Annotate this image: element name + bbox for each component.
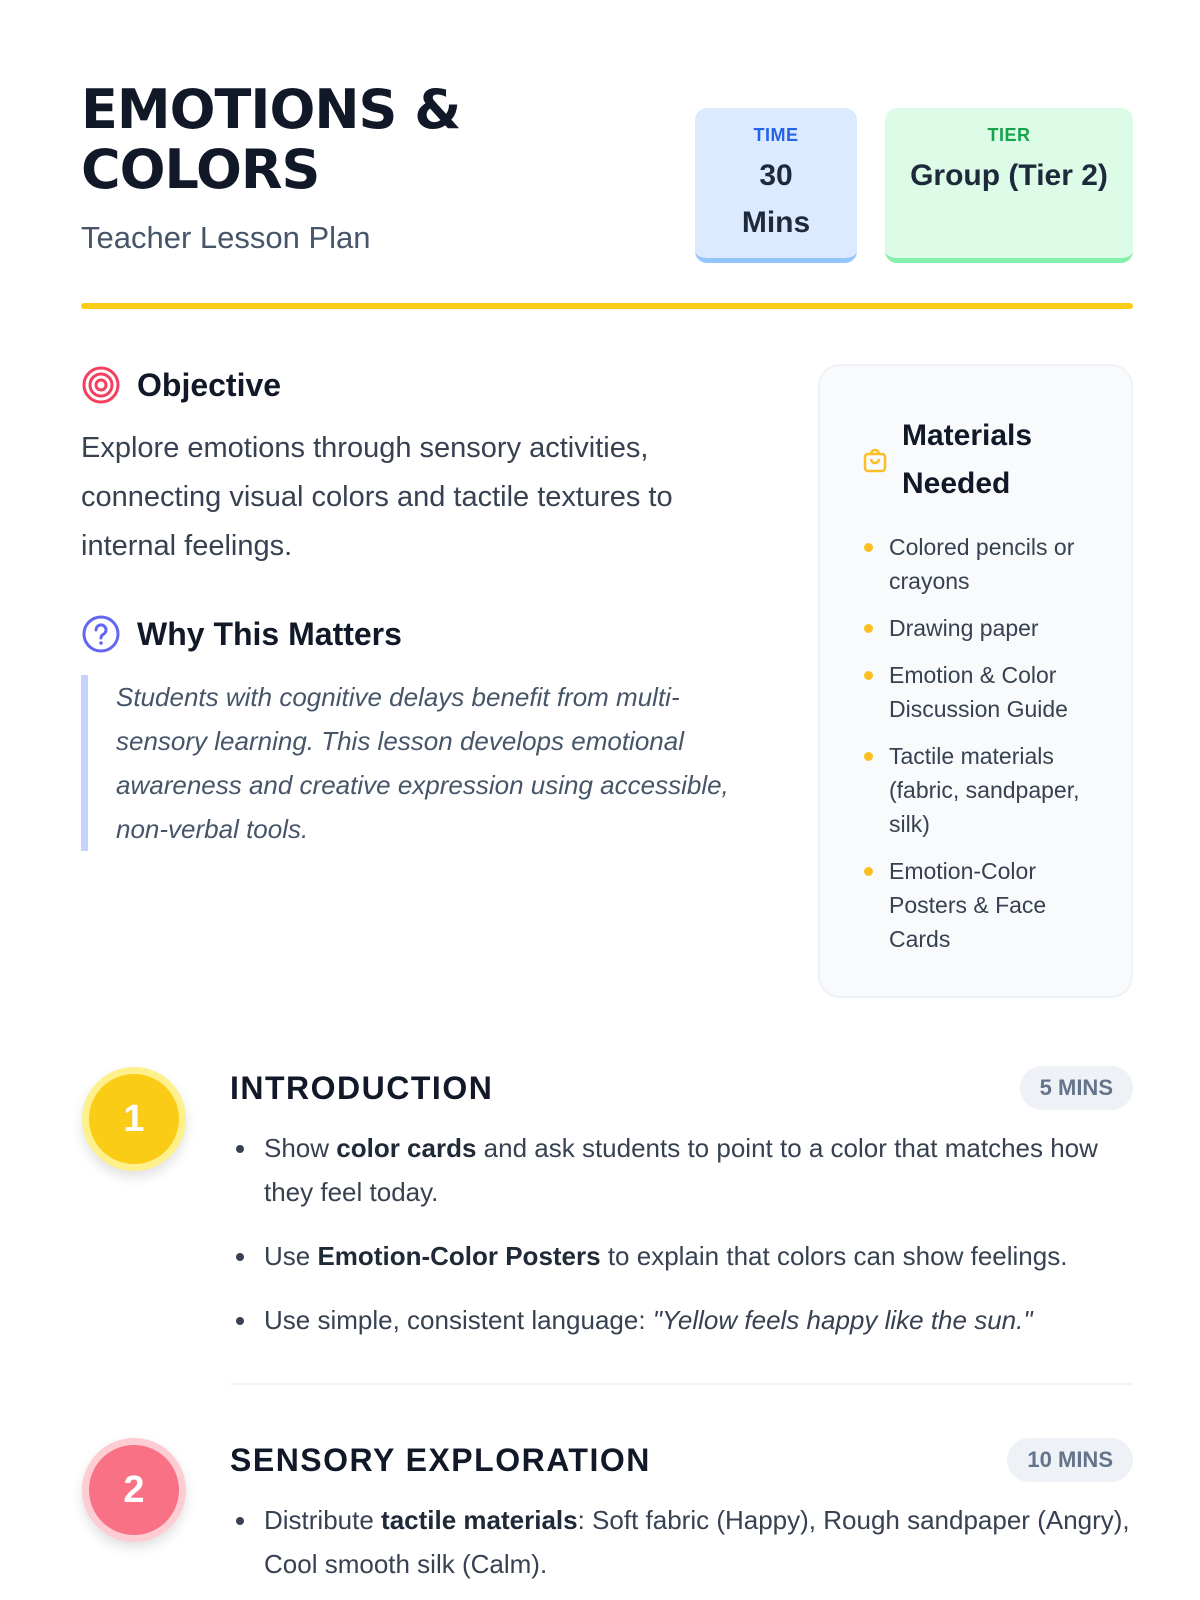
step-bullet-list (230, 1126, 1133, 1362)
time-badge-label: TIME (753, 125, 799, 145)
step-number-badge: 1 (82, 1067, 186, 1171)
materials-heading (862, 412, 1052, 508)
time-badge-value: 30 Mins (741, 159, 811, 239)
materials-item: Colored pencils or crayons (862, 530, 1102, 598)
tier-badge-value: Group (Tier 2) (910, 159, 1108, 192)
step-duration-pill: 10 MINS (1007, 1438, 1133, 1482)
step-number-badge: 2 (82, 1438, 186, 1542)
step-bullet: Use Emotion-Color Posters to explain that colors can show feelings. (230, 1234, 1133, 1278)
lesson-header (81, 80, 1133, 310)
page-title: EMOTIONS & COLORS (81, 78, 461, 201)
tier-badge-label: TIER (987, 125, 1031, 145)
materials-item: Tactile materials (fabric, sandpaper, silk) (862, 739, 1102, 841)
materials-item: Emotion-Color Posters & Face Cards (862, 854, 1102, 956)
objective-heading (81, 365, 281, 405)
page-subtitle: Teacher Lesson Plan (81, 220, 371, 255)
why-quote (81, 675, 761, 851)
tier-badge (885, 108, 1133, 263)
objective-heading-text: Objective (137, 366, 282, 403)
materials-item: Emotion & Color Discussion Guide (862, 658, 1102, 726)
question-circle-icon (81, 614, 121, 654)
why-quote-text: Students with cognitive delays benefit from multi-sensory learning. This lesson develops emotional awareness and creative expression using accessible, non-verbal tools. (116, 682, 729, 844)
materials-list (862, 530, 1102, 969)
materials-card (818, 364, 1133, 998)
why-heading (81, 614, 402, 654)
step-bullet: Distribute tactile materials: Soft fabric (Happy), Rough sandpaper (Angry), Cool smooth silk (Calm). (230, 1498, 1133, 1586)
shopping-bag-icon (862, 447, 888, 473)
materials-item: Drawing paper (862, 611, 1102, 645)
why-heading-text: Why This Matters (137, 615, 402, 652)
materials-heading-text: Materials Needed (902, 419, 1033, 500)
header-divider (81, 303, 1133, 309)
time-badge (695, 108, 857, 263)
target-icon (81, 365, 121, 405)
step-duration-pill: 5 MINS (1020, 1066, 1133, 1110)
step-bullet: Show color cards and ask students to point to a color that matches how they feel today. (230, 1126, 1133, 1214)
step-bullet: Use simple, consistent language: "Yellow feels happy like the sun." (230, 1298, 1133, 1342)
step-divider (230, 1383, 1133, 1385)
step-title: SENSORY EXPLORATION (230, 1442, 651, 1478)
objective-text: Explore emotions through sensory activities, connecting visual colors and tactile textures to internal feelings. (81, 432, 673, 562)
step-bullet-list (230, 1498, 1133, 1600)
step-title: INTRODUCTION (230, 1070, 494, 1106)
